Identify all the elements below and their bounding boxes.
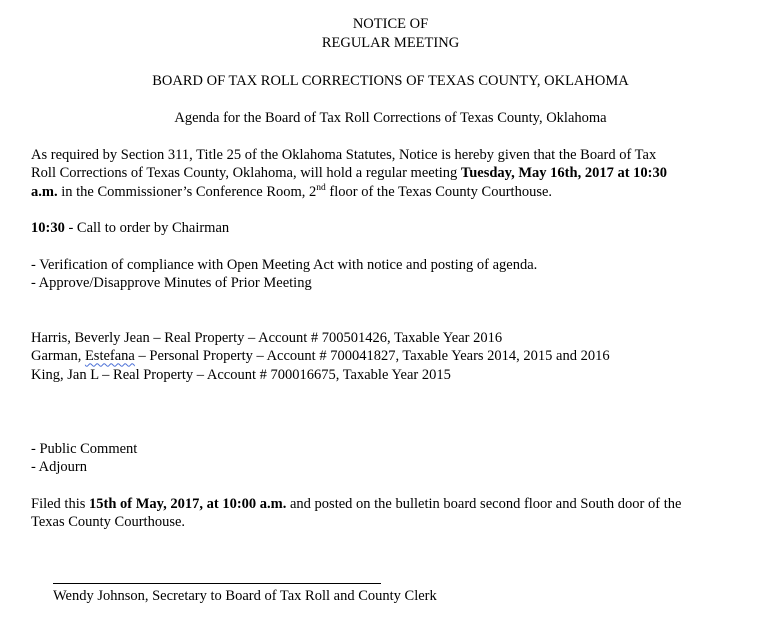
agenda-item: - Approve/Disapprove Minutes of Prior Meeting bbox=[31, 275, 312, 292]
agenda-item: - Verification of compliance with Open Meeting Act with notice and posting of agenda. bbox=[31, 257, 538, 273]
account-entry-garman bbox=[31, 347, 756, 365]
account-entry-king: King, Jan L – Real Property – Account # 700016675, Taxable Year 2015 bbox=[31, 366, 451, 383]
ordinal-superscript: nd bbox=[316, 182, 326, 193]
intro-line-2-text: Roll Corrections of Texas County, Oklahoma, will hold a regular meeting bbox=[31, 165, 461, 182]
account-entry-harris: Harris, Beverly Jean – Real Property – Account # 700501426, Taxable Year 2016 bbox=[31, 330, 503, 346]
signature-block: Wendy Johnson, Secretary to Board of Tax Roll and County Clerk bbox=[53, 588, 437, 604]
call-to-order-time: 10:30 bbox=[31, 220, 65, 236]
notice-title: NOTICE OF bbox=[352, 16, 429, 32]
filed-line-2: Texas County Courthouse. bbox=[31, 514, 186, 531]
filed-text-a: Filed this bbox=[31, 496, 90, 512]
intro-line-3-text-a: in the Commissioner’s Conference Room, 2 bbox=[57, 183, 317, 200]
agenda-list bbox=[31, 256, 756, 293]
notice-subtitle: REGULAR MEETING bbox=[321, 35, 460, 51]
intro-line-3-text-b: floor of the Texas County Courthouse. bbox=[325, 183, 553, 200]
closing-item: - Public Comment bbox=[31, 441, 138, 457]
filed-line-1 bbox=[31, 495, 756, 513]
closing-list bbox=[31, 440, 756, 477]
board-name-heading: BOARD OF TAX ROLL CORRECTIONS OF TEXAS COUNTY, OKLAHOMA bbox=[152, 73, 629, 89]
intro-line-3 bbox=[31, 183, 756, 201]
intro-paragraph bbox=[31, 146, 756, 201]
meeting-date: Tuesday, May 16th, 2017 at 10:30 bbox=[460, 165, 667, 182]
filed-paragraph bbox=[31, 495, 756, 532]
spellcheck-underlined-name: Estefana bbox=[84, 348, 135, 365]
filed-date: 15th of May, 2017, at 10:00 a.m. bbox=[89, 496, 287, 512]
account-list bbox=[31, 329, 756, 384]
call-to-order-item bbox=[31, 219, 756, 237]
signature-line bbox=[53, 583, 381, 584]
intro-line-2 bbox=[31, 164, 756, 182]
intro-line-1: As required by Section 311, Title 25 of the Oklahoma Statutes, Notice is hereby given that the Board of Tax bbox=[31, 147, 657, 163]
closing-item: - Adjourn bbox=[31, 459, 87, 476]
filed-text-b: and posted on the bulletin board second floor and South door of the bbox=[286, 496, 682, 512]
account-detail: – Personal Property – Account # 700041827, Taxable Years 2014, 2015 and 2016 bbox=[134, 348, 610, 365]
meeting-time-suffix: a.m. bbox=[31, 183, 58, 200]
call-to-order-text: - Call to order by Chairman bbox=[64, 220, 230, 236]
agenda-title: Agenda for the Board of Tax Roll Corrections of Texas County, Oklahoma bbox=[174, 110, 607, 126]
account-name-part: Garman, bbox=[31, 348, 85, 365]
